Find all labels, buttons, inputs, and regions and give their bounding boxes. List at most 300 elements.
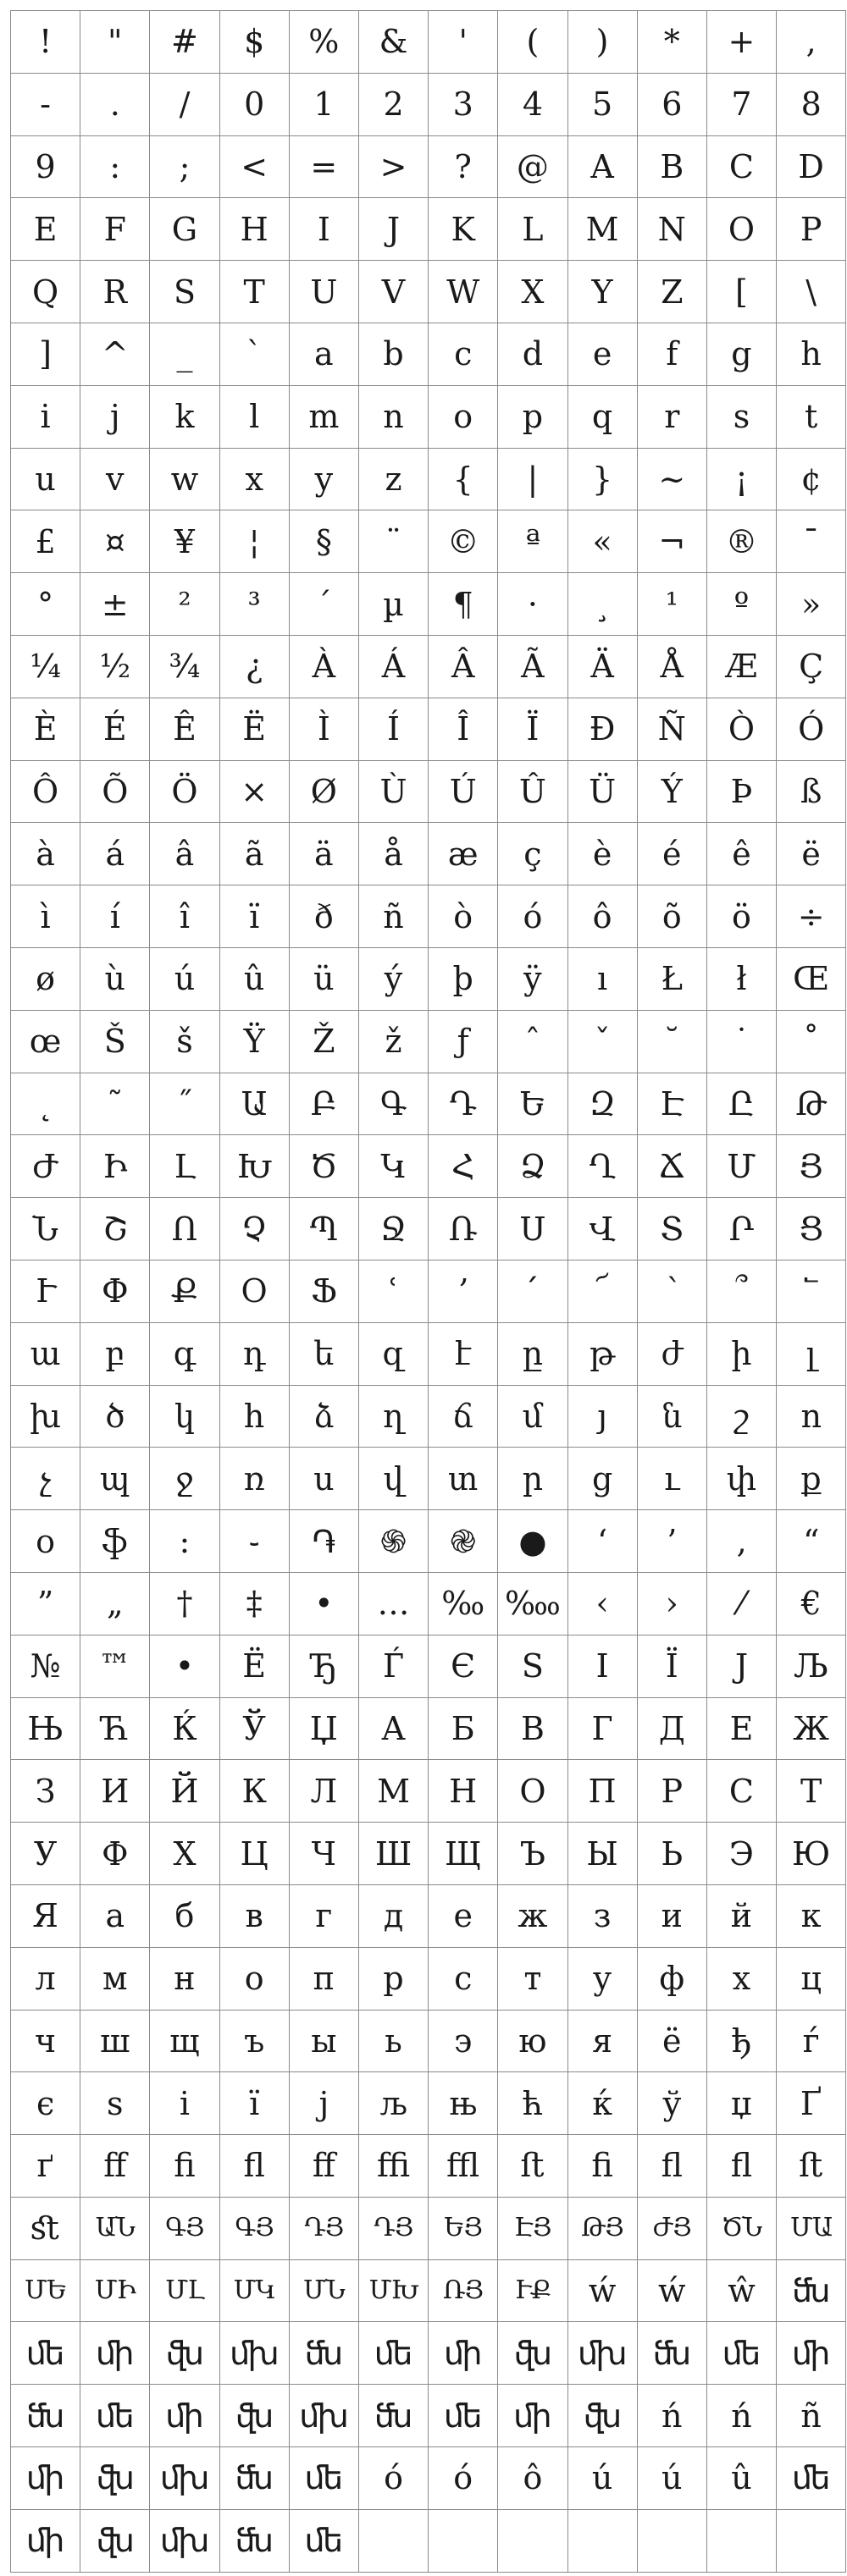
glyph-cell: и [638,1885,707,1948]
glyph-cell: В [498,1698,567,1761]
glyph-cell: 9 [11,136,80,199]
glyph-cell: ö [707,885,777,948]
glyph-cell: 8 [777,74,846,136]
glyph-cell: ﬖ [498,2322,567,2385]
glyph-cell: Ì [290,698,359,761]
glyph-cell: j [80,386,150,449]
glyph-cell: ² [150,573,219,636]
glyph-cell: ń [638,2385,707,2447]
glyph-cell: ը [498,1323,567,1386]
glyph-cell: Բ [290,1073,359,1136]
glyph-cell: ՒՔ [498,2260,567,2323]
glyph-cell: Ђ [290,1636,359,1698]
glyph-cell: É [80,698,150,761]
glyph-cell: d [498,323,567,386]
glyph-cell: ˚ [777,1011,846,1073]
glyph-cell: ÿ [498,948,567,1011]
glyph-cell: C [707,136,777,199]
glyph-cell: Ջ [359,1198,429,1260]
glyph-cell: Н [429,1760,498,1823]
glyph-cell: ı [568,948,638,1011]
glyph-cell: . [80,74,150,136]
glyph-cell: ﬗ [150,2447,219,2510]
glyph-cell: _ [150,323,219,386]
glyph-cell: ђ [707,2011,777,2073]
glyph-cell: ՞ [707,1260,777,1323]
glyph-cell [707,2510,777,2573]
glyph-cell: ћ [498,2072,567,2135]
glyph-cell: Ł [638,948,707,1011]
glyph-cell: њ [429,2072,498,2135]
glyph-cell: ր [498,1448,567,1510]
glyph-cell: օ [11,1510,80,1573]
glyph-cell: ց [568,1448,638,1510]
glyph-cell: ќ [568,2072,638,2135]
glyph-cell: ﬕ [11,2447,80,2510]
glyph-cell: ﬔ [429,2385,498,2447]
glyph-cell: ¿ [220,636,290,698]
glyph-cell: ¥ [150,510,219,573]
glyph-cell: ՄԽ [359,2260,429,2323]
glyph-cell: Џ [290,1698,359,1761]
glyph-cell: F [80,198,150,261]
glyph-cell: ф [638,1948,707,2011]
glyph-cell: ﬕ [498,2385,567,2447]
glyph-cell: B [638,136,707,199]
glyph-cell: Ճ [638,1135,707,1198]
glyph-cell: մ [498,1386,567,1448]
glyph-cell: Ց [777,1198,846,1260]
glyph-cell: ﬂ [220,2135,290,2198]
glyph-cell: Ò [707,698,777,761]
glyph-cell: հ [220,1386,290,1448]
glyph-cell: Ä [568,636,638,698]
glyph-cell: չ [11,1448,80,1510]
glyph-cell: 4 [498,74,567,136]
glyph-cell: Զ [568,1073,638,1136]
glyph-cell: Ћ [80,1698,150,1761]
glyph-cell: т [498,1948,567,2011]
glyph-cell: ﬖ [220,2385,290,2447]
glyph-cell: a [290,323,359,386]
glyph-cell: ¸ [568,573,638,636]
glyph-cell: O [707,198,777,261]
glyph-cell: ն [638,1386,707,1448]
glyph-cell: թ [568,1323,638,1386]
glyph-cell: ˇ [568,1011,638,1073]
glyph-cell: ± [80,573,150,636]
glyph-cell: € [777,1573,846,1636]
glyph-cell [638,2510,707,2573]
glyph-cell: ¶ [429,573,498,636]
glyph-cell: զ [359,1323,429,1386]
glyph-cell: М [359,1760,429,1823]
glyph-cell: ﬅ [498,2135,567,2198]
glyph-cell: U [290,261,359,323]
glyph-cell: e [568,323,638,386]
glyph-cell: º [707,573,777,636]
glyph-cell: З [11,1760,80,1823]
glyph-cell: 1 [290,74,359,136]
glyph-cell: « [568,510,638,573]
glyph-cell: ֏ [290,1510,359,1573]
glyph-cell: h [777,323,846,386]
glyph-cell: f [638,323,707,386]
glyph-cell: < [220,136,290,199]
glyph-cell: Դ [429,1073,498,1136]
glyph-cell: ﬓ [638,2322,707,2385]
glyph-cell: э [429,2011,498,2073]
glyph-cell: ¨ [359,510,429,573]
glyph-cell: Q [11,261,80,323]
glyph-cell: K [429,198,498,261]
glyph-cell: › [638,1573,707,1636]
glyph-cell: Ж [777,1698,846,1761]
glyph-cell: Լ [150,1135,219,1198]
glyph-cell: \ [777,261,846,323]
glyph-cell: / [150,74,219,136]
glyph-cell: д [359,1885,429,1948]
glyph-cell: ԷՅ [498,2198,567,2260]
glyph-cell: á [80,823,150,885]
glyph-cell: ˛ [11,1073,80,1136]
glyph-cell: Ь [638,1823,707,1885]
glyph-cell: Õ [80,761,150,824]
glyph-cell: í [80,885,150,948]
glyph-cell: ՙ [359,1260,429,1323]
glyph-cell: ñ [777,2385,846,2447]
glyph-cell: ﬀ [80,2135,150,2198]
glyph-cell: ⁄ [707,1573,777,1636]
glyph-cell: վ [359,1448,429,1510]
glyph-cell: ﬁ [568,2135,638,2198]
glyph-cell: м [80,1948,150,2011]
glyph-cell: Ժ [11,1135,80,1198]
glyph-cell: ﬀ [290,2135,359,2198]
glyph-cell: Ը [707,1073,777,1136]
glyph-cell: ú [638,2447,707,2510]
glyph-cell: ՄՆ [290,2260,359,2323]
glyph-cell: Ќ [150,1698,219,1761]
glyph-cell: Æ [707,636,777,698]
glyph-cell: Օ [220,1260,290,1323]
glyph-cell: խ [11,1386,80,1448]
glyph-cell: О [498,1760,567,1823]
glyph-cell: ի [707,1323,777,1386]
glyph-cell: ë [777,823,846,885]
glyph-cell: И [80,1760,150,1823]
glyph-cell: ﬆ [11,2198,80,2260]
glyph-cell: 7 [707,74,777,136]
glyph-cell: ó [498,885,567,948]
glyph-cell: յ [568,1386,638,1448]
glyph-cell: Ե [498,1073,567,1136]
glyph-cell: щ [150,2011,219,2073]
glyph-cell: ł [707,948,777,1011]
glyph-cell: ﬔ [290,2510,359,2573]
glyph-cell: ' [429,11,498,74]
glyph-cell: c [429,323,498,386]
glyph-cell: ՄԱ [777,2198,846,2260]
glyph-cell: տ [429,1448,498,1510]
glyph-cell: ﬔ [777,2447,846,2510]
glyph-cell: ß [777,761,846,824]
glyph-cell: ﬖ [80,2447,150,2510]
glyph-cell: Պ [290,1198,359,1260]
glyph-cell: ԵՅ [429,2198,498,2260]
glyph-cell: À [290,636,359,698]
glyph-cell: ﬕ [429,2322,498,2385]
glyph-cell: 5 [568,74,638,136]
glyph-cell: ˘ [638,1011,707,1073]
glyph-cell: Ï [498,698,567,761]
glyph-cell: n [359,386,429,449]
glyph-cell [568,2510,638,2573]
glyph-cell: 3 [429,74,498,136]
glyph-cell: A [568,136,638,199]
glyph-cell: ﬗ [220,2322,290,2385]
glyph-cell: } [568,449,638,511]
glyph-cell: o [429,386,498,449]
glyph-cell: Ј [707,1636,777,1698]
glyph-cell: ՜ [568,1260,638,1323]
glyph-cell: : [80,136,150,199]
glyph-cell: ® [707,510,777,573]
glyph-cell: ç [498,823,567,885]
glyph-cell: Р [638,1760,707,1823]
glyph-cell: з [568,1885,638,1948]
glyph-cell: © [429,510,498,573]
glyph-cell: ﬓ [220,2510,290,2573]
glyph-cell: Փ [80,1260,150,1323]
glyph-cell: Ր [707,1198,777,1260]
glyph-cell: ‰ [429,1573,498,1636]
glyph-cell: ш [80,2011,150,2073]
glyph-cell: Х [150,1823,219,1885]
glyph-table [10,10,846,2573]
glyph-cell: Ÿ [220,1011,290,1073]
glyph-cell: я [568,2011,638,2073]
glyph-cell: I [290,198,359,261]
glyph-cell: Մ [707,1135,777,1198]
glyph-cell: Գ [359,1073,429,1136]
glyph-cell: ﬅ [777,2135,846,2198]
glyph-cell: ñ [359,885,429,948]
glyph-cell: | [498,449,567,511]
glyph-cell: 2 [359,74,429,136]
glyph-cell: Є [429,1636,498,1698]
glyph-cell: è [568,823,638,885]
glyph-cell: ճ [429,1386,498,1448]
glyph-cell [498,2510,567,2573]
glyph-cell: ý [359,948,429,1011]
glyph-cell: Ք [150,1260,219,1323]
glyph-cell: & [359,11,429,74]
glyph-cell: Ռ [429,1198,498,1260]
glyph-cell: џ [707,2072,777,2135]
glyph-cell: þ [429,948,498,1011]
glyph-cell: = [290,136,359,199]
glyph-cell: Ў [220,1698,290,1761]
glyph-cell: ﬔ [11,2322,80,2385]
glyph-cell: ж [498,1885,567,1948]
glyph-cell: l [220,386,290,449]
glyph-cell: ¬ [638,510,707,573]
glyph-cell: J [359,198,429,261]
glyph-cell: ՄԼ [150,2260,219,2323]
glyph-cell: Œ [777,948,846,1011]
glyph-cell: Š [80,1011,150,1073]
glyph-cell: Ф [80,1823,150,1885]
glyph-cell: [ [707,261,777,323]
glyph-cell: Þ [707,761,777,824]
glyph-cell: Û [498,761,567,824]
glyph-cell: ։ [150,1510,219,1573]
glyph-cell: > [359,136,429,199]
glyph-cell: ц [777,1948,846,2011]
glyph-cell: Г [568,1698,638,1761]
glyph-cell: ա [11,1323,80,1386]
glyph-cell: ԳՅ [150,2198,219,2260]
glyph-cell: ծ [80,1386,150,1448]
glyph-cell: ў [638,2072,707,2135]
glyph-cell: ˙ [707,1011,777,1073]
glyph-cell: ѕ [80,2072,150,2135]
glyph-cell: S [150,261,219,323]
glyph-cell: Ծ [290,1135,359,1198]
glyph-cell: ì [11,885,80,948]
glyph-cell: Ի [80,1135,150,1198]
glyph-cell: Т [777,1760,846,1823]
glyph-cell: Щ [429,1823,498,1885]
glyph-cell: ﬖ [568,2385,638,2447]
glyph-cell: Ձ [498,1135,567,1198]
glyph-cell: ъ [220,2011,290,2073]
glyph-cell: Њ [11,1698,80,1761]
glyph-cell: ¦ [220,510,290,573]
glyph-cell: · [498,573,567,636]
glyph-cell: w [150,449,219,511]
glyph-cell: П [568,1760,638,1823]
glyph-cell: ՄԵ [11,2260,80,2323]
glyph-cell: ռ [220,1448,290,1510]
glyph-cell: ¢ [777,449,846,511]
glyph-cell: Á [359,636,429,698]
glyph-cell: Å [638,636,707,698]
glyph-cell: ž [359,1011,429,1073]
glyph-cell: Е [707,1698,777,1761]
glyph-cell: r [638,386,707,449]
glyph-cell: փ [707,1448,777,1510]
glyph-cell: ﬃ [359,2135,429,2198]
glyph-cell: Д [638,1698,707,1761]
glyph-cell: ä [290,823,359,885]
glyph-cell: Ո [150,1198,219,1260]
glyph-cell: Կ [359,1135,429,1198]
glyph-cell: ՝ [638,1260,707,1323]
glyph-cell: կ [150,1386,219,1448]
glyph-cell: ˆ [498,1011,567,1073]
glyph-cell: Շ [80,1198,150,1260]
glyph-cell: ֍ [359,1510,429,1573]
glyph-cell: ½ [80,636,150,698]
glyph-cell: œ [11,1011,80,1073]
glyph-cell: ô [568,885,638,948]
glyph-cell: µ [359,573,429,636]
glyph-cell: b [359,323,429,386]
glyph-cell: Ш [359,1823,429,1885]
glyph-cell: ե [290,1323,359,1386]
glyph-cell: պ [80,1448,150,1510]
glyph-cell: Б [429,1698,498,1761]
glyph-cell: ° [11,573,80,636]
glyph-cell: @ [498,136,567,199]
glyph-cell: К [220,1760,290,1823]
glyph-cell: է [429,1323,498,1386]
glyph-cell: ª [498,510,567,573]
glyph-cell: а [80,1885,150,1948]
glyph-cell: v [80,449,150,511]
glyph-cell: ﬗ [290,2385,359,2447]
glyph-cell: ‱ [498,1573,567,1636]
glyph-cell: ՌՅ [429,2260,498,2323]
glyph-cell: ³ [220,573,290,636]
glyph-cell: ; [150,136,219,199]
glyph-cell: ﬓ [290,2322,359,2385]
glyph-cell: $ [220,11,290,74]
glyph-cell: ո [777,1386,846,1448]
glyph-cell: ԳՅ [220,2198,290,2260]
glyph-cell: в [220,1885,290,1948]
glyph-cell: Թ [777,1073,846,1136]
glyph-cell: ” [11,1573,80,1636]
glyph-cell: Ֆ [290,1260,359,1323]
glyph-cell: ﬓ [359,2385,429,2447]
glyph-cell: u [11,449,80,511]
glyph-cell: Ó [777,698,846,761]
glyph-cell: Ա [220,1073,290,1136]
glyph-cell: ó [359,2447,429,2510]
glyph-cell: Ý [638,761,707,824]
glyph-cell: ] [11,323,80,386]
glyph-cell: ч [11,2011,80,2073]
glyph-cell: ё [638,2011,707,2073]
glyph-cell: R [80,261,150,323]
glyph-cell: ք [777,1448,846,1510]
glyph-cell: л [11,1948,80,2011]
glyph-cell: ˜ [80,1073,150,1136]
glyph-cell: Ւ [11,1260,80,1323]
glyph-cell: ﬖ [150,2322,219,2385]
glyph-cell: н [150,1948,219,2011]
glyph-cell: t [777,386,846,449]
glyph-cell: Ё [220,1636,290,1698]
glyph-cell: ? [429,136,498,199]
glyph-cell: £ [11,510,80,573]
glyph-cell: û [707,2447,777,2510]
glyph-cell: ю [498,2011,567,2073]
glyph-cell: ԺՅ [638,2198,707,2260]
glyph-cell: ї [220,2072,290,2135]
glyph-cell: ь [359,2011,429,2073]
glyph-cell: é [638,823,707,885]
glyph-cell: ԱՆ [80,2198,150,2260]
glyph-cell: ú [150,948,219,1011]
glyph-cell: Â [429,636,498,698]
glyph-cell: Ս [498,1198,567,1260]
glyph-cell: Ù [359,761,429,824]
glyph-cell: ‚ [707,1510,777,1573]
